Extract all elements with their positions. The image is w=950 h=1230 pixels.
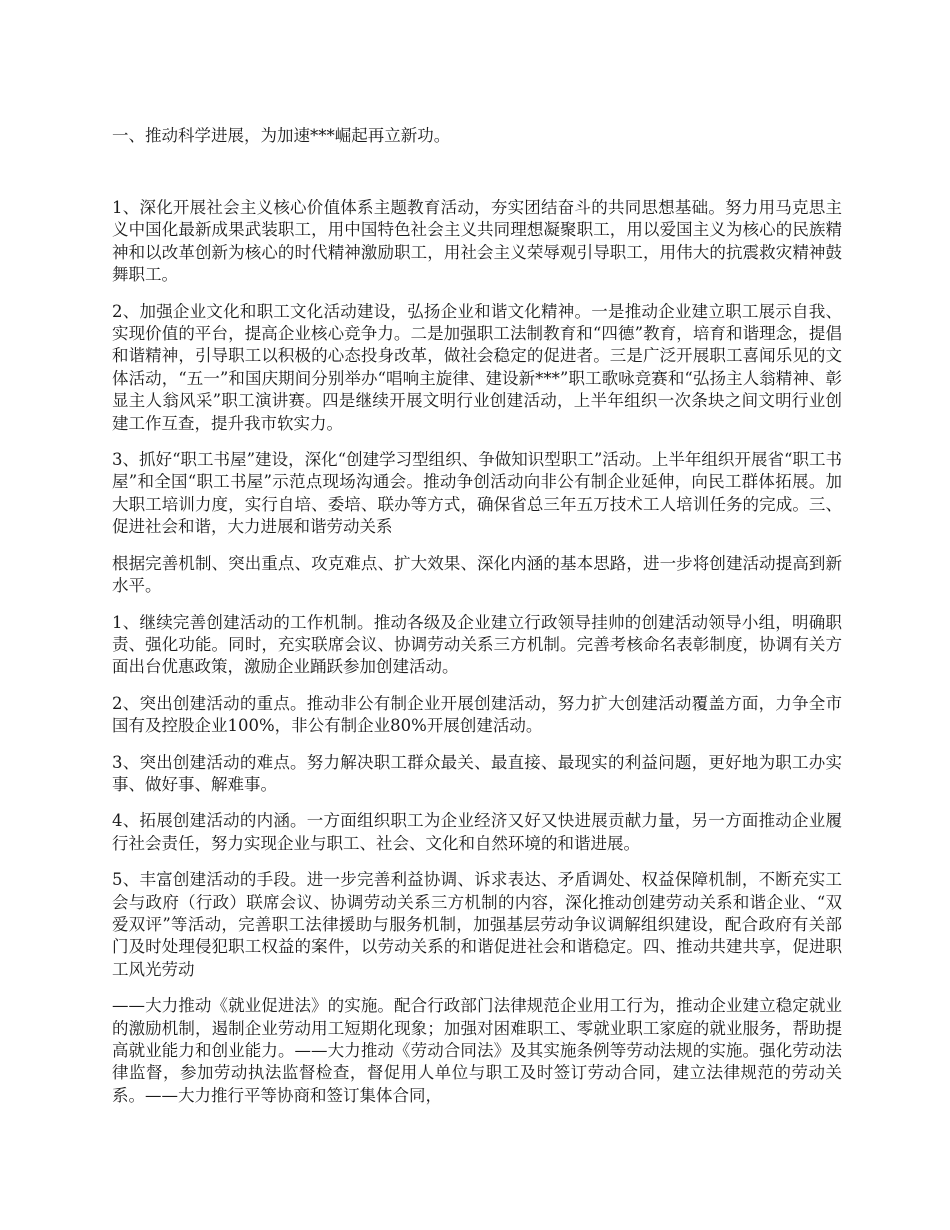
paragraph-4: 根据完善机制、突出重点、攻克难点、扩大效果、深化内涵的基本思路，进一步将创建活动提高到新水平。 [112,553,842,596]
paragraph-7: 3、突出创建活动的难点。努力解决职工群众最关、最直接、最现实的利益问题，更好地为职工办实事、做好事、解难事。 [112,752,842,794]
paragraph-6: 2、突出创建活动的重点。推动非公有制企业开展创建活动，努力扩大创建活动覆盖方面，力争全市国有及控股企业100%，非公有制企业80%开展创建活动。 [112,693,842,736]
paragraph-3: 3、抓好“职工书屋”建设，深化“创建学习型组织、争做知识型职工”活动。上半年组织开展省“职工书屋”和全国“职工书屋”示范点现场沟通会。推动争创活动向非公有制企业延伸，向民工群体拓展。加大职工培训力度，实行自培、委培、联办等方式，确保省总三年五万技术工人培训任务的完成。三、促进社会和谐，大力进展和谐劳动关系 [112,450,842,537]
paragraph-2: 2、加强企业文化和职工文化活动建设，弘扬企业和谐文化精神。一是推动企业建立职工展示自我、实现价值的平台，提高企业核心竞争力。二是加强职工法制教育和“四德”教育，培育和谐理念，提倡和谐精神，引导职工以积极的心态投身改革，做社会稳定的促进者。三是广泛开展职工喜闻乐见的文体活动，“五一”和国庆期间分别举办“唱响主旋律、建设新***”职工歌咏竞赛和“弘扬主人翁精神、彰显主人翁风采”职工演讲赛。四是继续开展文明行业创建活动，上半年组织一次条块之间文明行业创建工作互查，提升我市软实力。 [112,301,842,433]
paragraph-9: 5、丰富创建活动的手段。进一步完善利益协调、诉求表达、矛盾调处、权益保障机制，不断充实工会与政府（行政）联席会议、协调劳动关系三方机制的内容，深化推动创建劳动关系和谐企业、“双爱双评”等活动，完善职工法律援助与服务机制，加强基层劳动争议调解组织建设，配合政府有关部门及时处理侵犯职工权益的案件，以劳动关系的和谐促进社会和谐稳定。四、推动共建共享，促进职工风光劳动 [112,870,842,979]
document-page [112,124,842,1121]
paragraph-1: 1、深化开展社会主义核心价值体系主题教育活动，夯实团结奋斗的共同思想基础。努力用马克思主义中国化最新成果武装职工，用中国特色社会主义共同理想凝聚职工，用以爱国主义为核心的民族精神和以改革创新为核心的时代精神激励职工，用社会主义荣辱观引导职工，用伟大的抗震救灾精神鼓舞职工。 [112,198,842,285]
paragraph-10: ——大力推动《就业促进法》的实施。配合行政部门法律规范企业用工行为，推动企业建立稳定就业的激励机制，遏制企业劳动用工短期化现象；加强对困难职工、零就业职工家庭的就业服务，帮助提高就业能力和创业能力。——大力推动《劳动合同法》及其实施条例等劳动法规的实施。强化劳动法律监督，参加劳动执法监督检查，督促用人单位与职工及时签订劳动合同，建立法律规范的劳动关系。——大力推行平等协商和签订集体合同， [112,996,842,1105]
paragraph-5: 1、继续完善创建活动的工作机制。推动各级及企业建立行政领导挂帅的创建活动领导小组，明确职责、强化功能。同时，充实联席会议、协调劳动关系三方机制。完善考核命名表彰制度，协调有关方面出台优惠政策，激励企业踊跃参加创建活动。 [112,612,842,677]
paragraph-8: 4、拓展创建活动的内涵。一方面组织职工为企业经济又好又快进展贡献力量，另一方面推动企业履行社会责任，努力实现企业与职工、社会、文化和自然环境的和谐进展。 [112,811,842,853]
section-heading: 一、推动科学进展，为加速***崛起再立新功。 [112,126,451,145]
